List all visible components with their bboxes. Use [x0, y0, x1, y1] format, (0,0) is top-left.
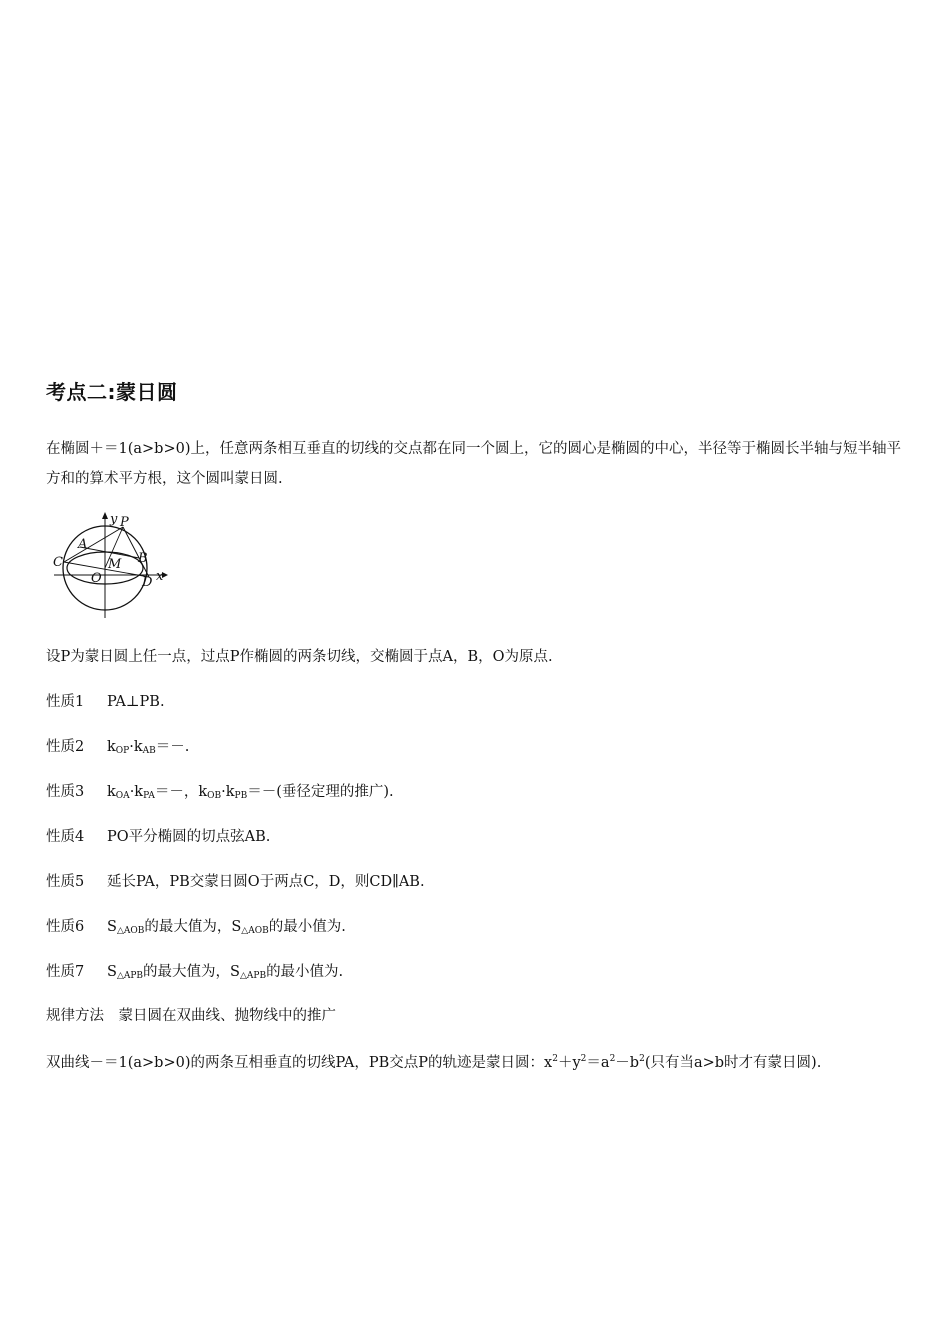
- slope-k: k: [107, 784, 116, 800]
- hyperbola-text: 双曲线－＝1(a>b>0)的两条互相垂直的切线PA，PB交点P的轨迹是蒙日圆：x: [46, 1055, 553, 1071]
- area-S: S: [107, 964, 117, 980]
- area-S: S: [107, 919, 117, 935]
- exponent: 2: [609, 1054, 616, 1064]
- slope-k: k: [198, 784, 208, 800]
- property-label: 性质2: [46, 739, 85, 755]
- slope-k: k: [107, 739, 116, 755]
- area-subscript: △AOB: [241, 926, 269, 936]
- slope-subscript: PA: [143, 791, 155, 801]
- property-4: [46, 827, 270, 847]
- hyperbola-text: (只有当a>b时才有蒙日圆).: [644, 1055, 822, 1071]
- slope-k: k: [133, 739, 143, 755]
- property-text: ＝－.: [155, 739, 190, 755]
- slope-subscript: OB: [207, 791, 222, 801]
- area-subscript: △APB: [116, 971, 144, 981]
- slope-subscript: OP: [115, 746, 130, 756]
- label-B: B: [138, 551, 148, 566]
- hyperbola-text: ＋y: [557, 1055, 581, 1071]
- property-3: [46, 782, 394, 806]
- hyperbola-text: －b: [615, 1055, 640, 1071]
- property-text: 的最小值为.: [266, 964, 344, 980]
- property-6: [46, 917, 346, 941]
- property-label: 性质5: [46, 874, 85, 890]
- setup-text: 设P为蒙日圆上任一点，过点P作椭圆的两条切线，交椭圆于点A，B，O为原点.: [46, 649, 553, 665]
- label-C: C: [53, 555, 63, 570]
- label-O: O: [91, 571, 102, 586]
- label-A: A: [78, 537, 88, 552]
- property-label: 性质1: [46, 694, 85, 710]
- property-text: PA⊥PB.: [107, 694, 165, 710]
- exponent: 2: [552, 1054, 558, 1064]
- dot: ·: [129, 784, 135, 800]
- slope-k: k: [225, 784, 235, 800]
- property-text: 的最小值为.: [268, 919, 346, 935]
- exponent: 2: [639, 1054, 645, 1064]
- label-y: y: [110, 512, 118, 527]
- property-text: ＝－，: [154, 784, 199, 800]
- label-D: D: [142, 575, 153, 590]
- property-label: 性质3: [46, 784, 85, 800]
- monge-circle-figure: [50, 510, 174, 620]
- hyperbola-paragraph: [46, 1044, 908, 1078]
- property-text: 的最大值为，: [143, 964, 231, 980]
- property-text: PO平分椭圆的切点弦AB.: [107, 829, 271, 845]
- property-text: ＝－(垂径定理的推广).: [247, 784, 394, 800]
- y-axis-arrow-icon: [102, 512, 108, 519]
- label-P: P: [120, 515, 129, 530]
- property-1: [46, 692, 165, 712]
- dot: ·: [129, 739, 134, 755]
- slope-subscript: AB: [142, 746, 156, 756]
- property-text: 延长PA，PB交蒙日圆O于两点C，D，则CD∥AB.: [107, 874, 425, 890]
- property-5: [46, 872, 425, 892]
- area-S: S: [231, 919, 242, 935]
- label-M: M: [108, 557, 122, 572]
- dot: ·: [221, 784, 226, 800]
- intro-paragraph: 在椭圆＋＝1(a>b>0)上，任意两条相互垂直的切线的交点都在同一个圆上，它的圆心是椭圆的中心，半径等于椭圆长半轴与短半轴平方和的算术平方根，这个圆叫蒙日圆.: [46, 441, 901, 487]
- section-title: 考点二:蒙日圆: [46, 380, 178, 404]
- property-text: 的最大值为，: [144, 919, 232, 935]
- property-7: [46, 962, 343, 986]
- slope-k: k: [134, 784, 144, 800]
- exponent: 2: [580, 1054, 587, 1064]
- property-label: 性质4: [46, 829, 85, 845]
- property-label: 性质7: [46, 964, 85, 980]
- area-subscript: △AOB: [116, 926, 145, 936]
- slope-subscript: PB: [234, 791, 248, 801]
- area-S: S: [230, 964, 240, 980]
- area-subscript: △APB: [239, 971, 267, 981]
- hyperbola-text: ＝a: [586, 1055, 610, 1071]
- label-x: x: [156, 569, 164, 584]
- property-2: [46, 737, 189, 761]
- method-title: 规律方法 蒙日圆在双曲线、抛物线中的推广: [46, 1008, 336, 1024]
- property-label: 性质6: [46, 919, 85, 935]
- slope-subscript: OA: [115, 791, 130, 801]
